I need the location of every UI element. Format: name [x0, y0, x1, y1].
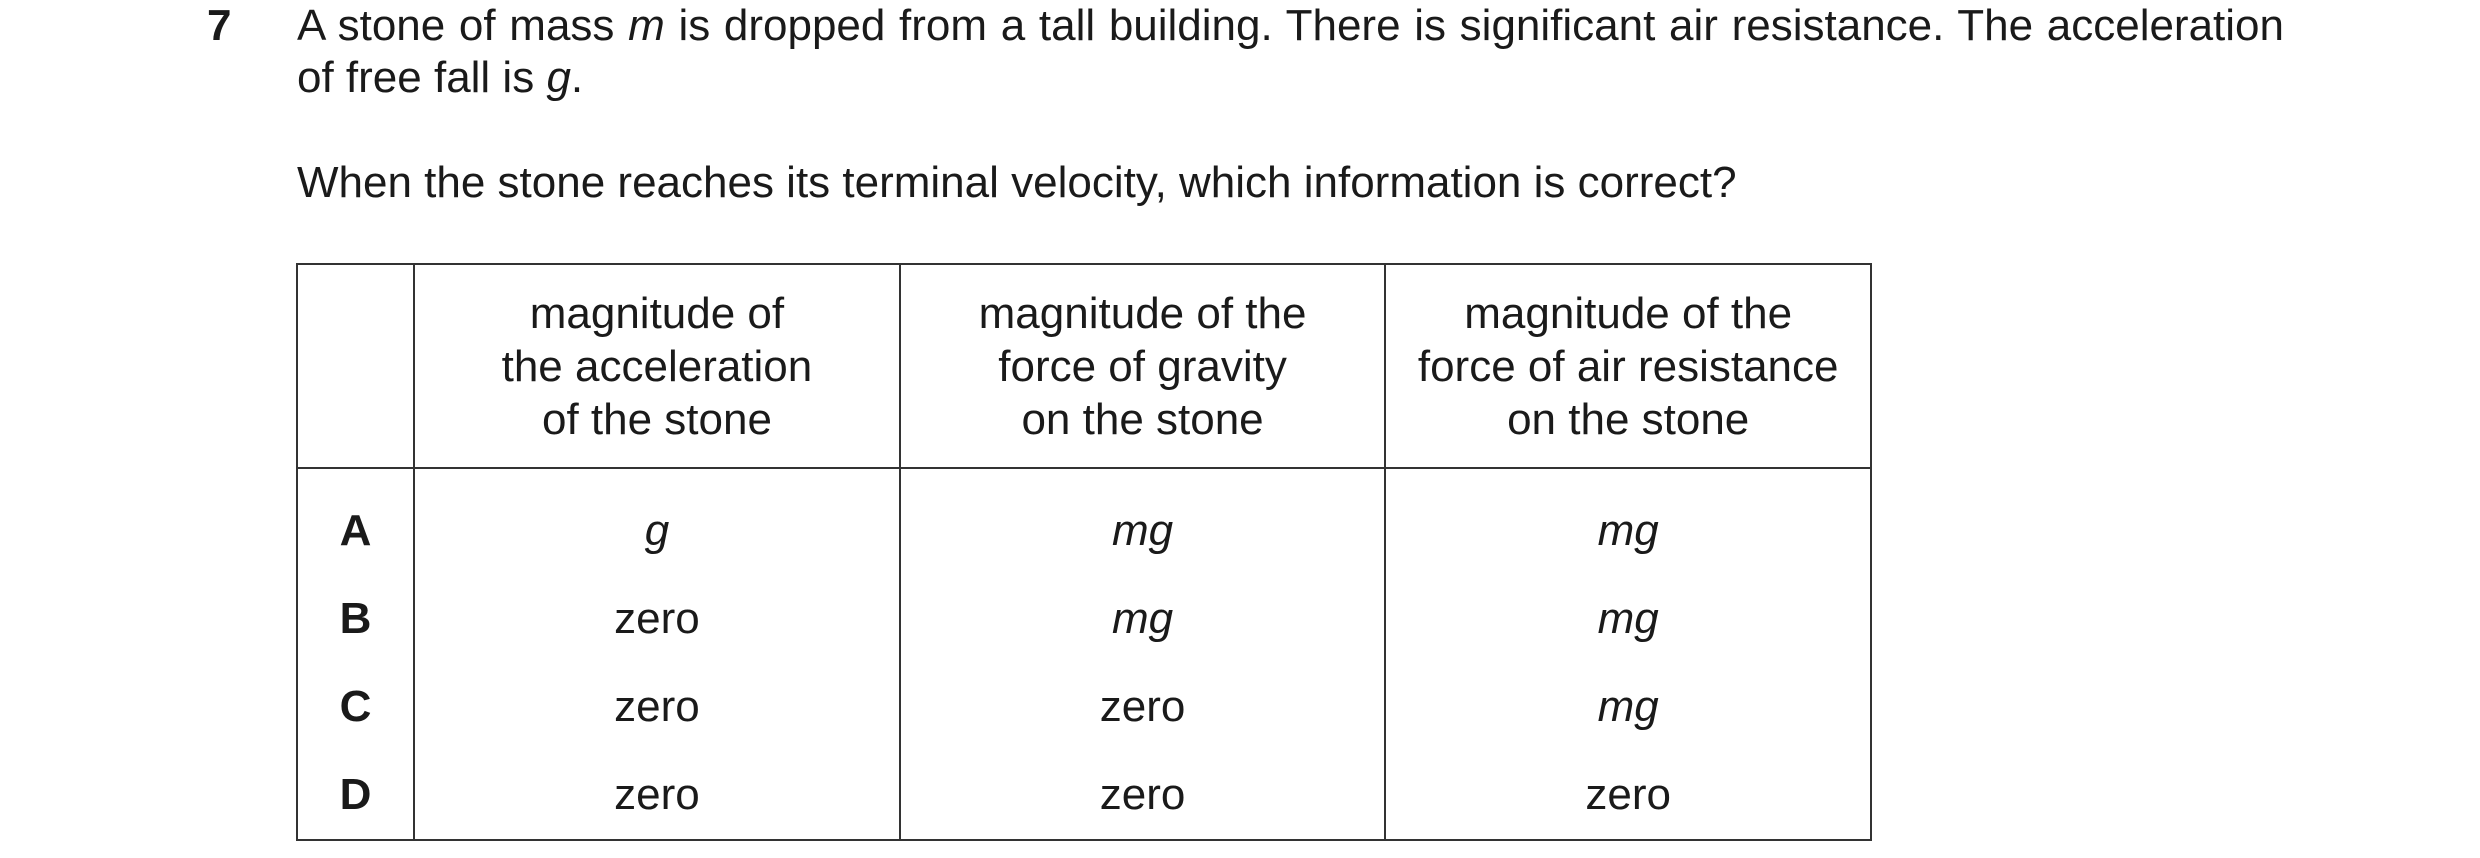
option-cell	[414, 751, 900, 840]
option-cell	[1385, 663, 1871, 751]
header-line: magnitude of	[529, 288, 785, 338]
question-number: 7	[207, 1, 232, 50]
header-gravity-force	[900, 264, 1386, 468]
option-cell-value: g	[644, 506, 670, 555]
option-cell-value: mg	[1111, 594, 1174, 643]
header-line: on the stone	[1021, 394, 1264, 444]
question-prompt: When the stone reaches its terminal velocity, which information is correct?	[297, 158, 1737, 207]
header-air-resistance-force	[1385, 264, 1871, 468]
option-cell	[900, 575, 1386, 663]
option-row-d[interactable]	[297, 751, 1871, 840]
header-line: force of air resistance	[1417, 341, 1839, 391]
question-stem	[297, 0, 2284, 104]
header-line: on the stone	[1507, 394, 1750, 444]
option-cell-value: zero	[614, 594, 700, 643]
option-row-a[interactable]	[297, 468, 1871, 575]
option-cell	[900, 751, 1386, 840]
option-cell-value: mg	[1597, 682, 1659, 731]
option-cell-value: zero	[614, 770, 700, 819]
header-line: force of gravity	[998, 341, 1287, 391]
option-letter: D	[297, 751, 414, 840]
variable-g: g	[546, 53, 571, 102]
option-cell	[414, 468, 900, 575]
stem-text-3: .	[570, 53, 584, 102]
header-line: the acceleration	[501, 341, 813, 391]
option-letter: B	[297, 575, 414, 663]
header-line: magnitude of the	[1464, 288, 1793, 338]
option-letter: C	[297, 663, 414, 751]
option-cell	[1385, 468, 1871, 575]
option-cell-value: zero	[1099, 770, 1186, 819]
variable-m: m	[628, 1, 665, 50]
option-cell-value: zero	[1585, 770, 1671, 819]
option-cell-value: zero	[1099, 682, 1186, 731]
option-cell-value: mg	[1597, 506, 1659, 555]
header-line: magnitude of the	[978, 288, 1307, 338]
option-row-c[interactable]	[297, 663, 1871, 751]
header-line: of the stone	[541, 394, 772, 444]
option-letter: A	[297, 468, 414, 575]
stem-text-1: A stone of mass	[297, 1, 629, 50]
header-acceleration	[414, 264, 900, 468]
option-cell	[1385, 751, 1871, 840]
answer-options-table	[296, 263, 1872, 841]
option-cell	[1385, 575, 1871, 663]
option-cell	[414, 663, 900, 751]
option-row-b[interactable]	[297, 575, 1871, 663]
option-cell	[900, 663, 1386, 751]
stem-text-2: is dropped from a tall building. There is significant air resistance. The acceleration of free fall is	[297, 1, 2284, 102]
option-cell-value: zero	[614, 682, 700, 731]
option-cell-value: mg	[1597, 594, 1659, 643]
header-row	[297, 264, 1871, 468]
option-cell	[900, 468, 1386, 575]
option-cell	[414, 575, 900, 663]
option-cell-value: mg	[1111, 506, 1174, 555]
header-blank-cell	[297, 264, 414, 468]
